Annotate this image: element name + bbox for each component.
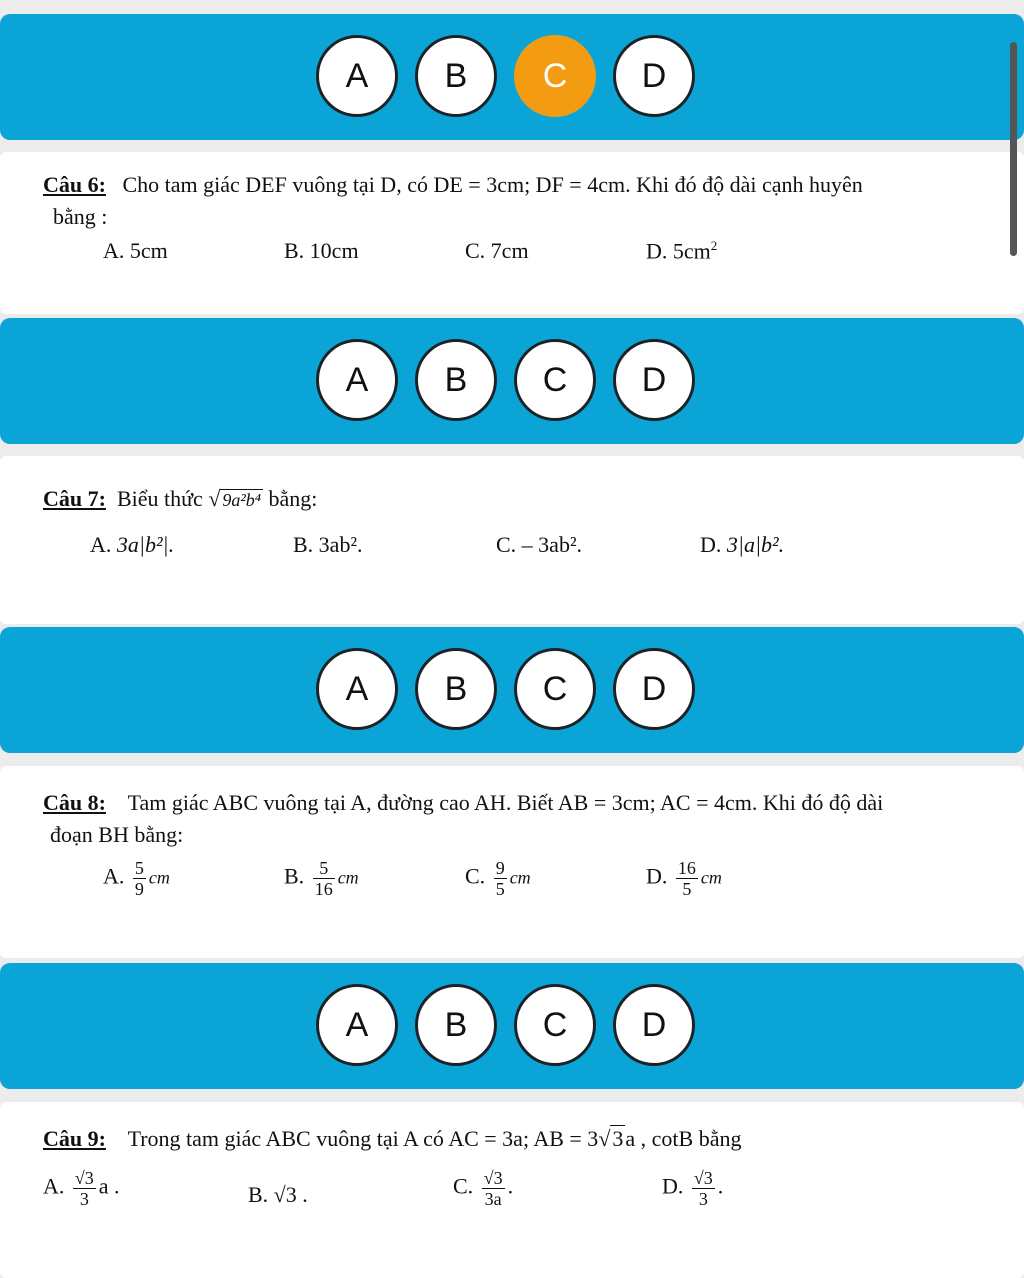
exponent: 2 xyxy=(710,238,718,253)
option-b: B. √3 . xyxy=(248,1182,308,1207)
question-label: Câu 6: xyxy=(43,172,106,197)
answer-bar-1 xyxy=(0,14,1024,140)
question-text: Tam giác ABC vuông tại A, đường cao AH. Biết AB = 3cm; AC = 4cm. Khi đó độ dài xyxy=(127,790,884,815)
fraction xyxy=(676,858,698,899)
answer-button-a[interactable]: A xyxy=(316,35,398,117)
sqrt-symbol: √ xyxy=(598,1126,611,1151)
scrollbar[interactable] xyxy=(1010,42,1017,256)
answer-button-c[interactable]: C xyxy=(514,648,596,730)
question-8-line2: đoạn BH bằng: xyxy=(50,822,184,847)
option-d xyxy=(646,858,722,899)
answer-button-c-selected[interactable]: C xyxy=(514,35,596,117)
numerator: 5 xyxy=(313,858,335,879)
option-c xyxy=(453,1168,513,1209)
answer-bar-4 xyxy=(0,963,1024,1089)
option-prefix: C. xyxy=(453,1173,474,1199)
unit: cm xyxy=(148,867,170,888)
option-value: 5cm xyxy=(672,238,711,264)
question-card-7 xyxy=(0,456,1024,624)
option-d xyxy=(646,238,717,264)
unit: cm xyxy=(700,867,722,888)
question-9-line1 xyxy=(43,1126,741,1152)
answer-button-a[interactable]: A xyxy=(316,648,398,730)
question-text-after: bằng: xyxy=(268,486,318,511)
answer-bar-3 xyxy=(0,627,1024,753)
question-6-line2: bằng : xyxy=(53,204,108,229)
option-prefix: A. xyxy=(103,863,125,889)
option-a xyxy=(90,532,174,558)
question-text: Trong tam giác ABC vuông tại A có AC = 3a; AB = 3 xyxy=(127,1126,599,1151)
question-8-line1 xyxy=(43,790,883,816)
fraction xyxy=(482,1168,505,1209)
question-card-9 xyxy=(0,1102,1024,1278)
unit: cm xyxy=(509,867,531,888)
option-value: 3a|b²|. xyxy=(116,532,175,557)
option-c xyxy=(465,858,531,899)
option-c: C. – 3ab². xyxy=(496,532,583,557)
option-prefix: D. xyxy=(662,1173,684,1199)
option-b: B. 10cm xyxy=(284,238,359,263)
answer-button-d[interactable]: D xyxy=(613,648,695,730)
question-text: Biểu thức xyxy=(116,486,203,511)
option-a xyxy=(43,1168,120,1209)
numerator: √3 xyxy=(693,1168,713,1188)
radicand: 9a²b⁴ xyxy=(222,490,262,510)
option-tail: . xyxy=(507,1173,514,1199)
option-a xyxy=(103,858,170,899)
denominator: 3a xyxy=(484,1189,502,1209)
answer-button-d[interactable]: D xyxy=(613,35,695,117)
question-card-8 xyxy=(0,766,1024,958)
answer-button-d[interactable]: D xyxy=(613,984,695,1066)
question-7-line1 xyxy=(43,486,317,512)
answer-button-b[interactable]: B xyxy=(415,984,497,1066)
answer-button-c[interactable]: C xyxy=(514,984,596,1066)
denominator: 5 xyxy=(495,879,505,899)
answer-button-c[interactable]: C xyxy=(514,339,596,421)
option-d xyxy=(700,532,784,558)
option-prefix: D. xyxy=(646,238,668,264)
numerator: 16 xyxy=(677,858,696,878)
denominator: 9 xyxy=(134,879,144,899)
question-label: Câu 8: xyxy=(43,790,106,815)
answer-bar-2 xyxy=(0,318,1024,444)
answer-button-b[interactable]: B xyxy=(415,339,497,421)
radicand: 3 xyxy=(612,1126,624,1151)
denominator: 3 xyxy=(698,1189,708,1209)
denominator: 16 xyxy=(314,879,333,899)
fraction xyxy=(313,858,335,899)
unit: cm xyxy=(337,867,359,888)
question-text-post: a , cotB bằng xyxy=(625,1126,742,1151)
option-tail: a . xyxy=(98,1173,120,1199)
option-b xyxy=(284,858,359,899)
fraction xyxy=(692,1168,715,1209)
option-d xyxy=(662,1168,723,1209)
option-prefix: A. xyxy=(43,1173,65,1199)
numerator: 9 xyxy=(495,858,505,878)
question-label: Câu 9: xyxy=(43,1126,106,1151)
numerator: √3 xyxy=(74,1168,94,1188)
question-card-6 xyxy=(0,152,1024,314)
option-value: 3|a|b². xyxy=(726,532,785,557)
option-c: C. 7cm xyxy=(465,238,529,263)
fraction xyxy=(494,858,507,899)
question-label: Câu 7: xyxy=(43,486,106,511)
option-tail: . xyxy=(717,1173,724,1199)
numerator: 5 xyxy=(134,858,144,878)
option-prefix: D. xyxy=(646,863,668,889)
fraction xyxy=(73,1168,96,1209)
answer-button-a[interactable]: A xyxy=(316,984,398,1066)
numerator: √3 xyxy=(483,1168,503,1188)
option-prefix: A. xyxy=(90,532,112,557)
answer-button-b[interactable]: B xyxy=(415,648,497,730)
answer-button-a[interactable]: A xyxy=(316,339,398,421)
denominator: 3 xyxy=(79,1189,89,1209)
fraction xyxy=(133,858,146,899)
question-6-line1 xyxy=(43,172,863,198)
option-a: A. 5cm xyxy=(103,238,168,263)
denominator: 5 xyxy=(682,879,692,899)
answer-button-b[interactable]: B xyxy=(415,35,497,117)
option-prefix: D. xyxy=(700,532,722,557)
sqrt-symbol: √ xyxy=(208,486,221,511)
option-prefix: C. xyxy=(465,863,486,889)
question-text: Cho tam giác DEF vuông tại D, có DE = 3cm; DF = 4cm. Khi đó độ dài cạnh huyên xyxy=(122,172,863,197)
option-b: B. 3ab². xyxy=(293,532,363,557)
answer-button-d[interactable]: D xyxy=(613,339,695,421)
option-prefix: B. xyxy=(284,863,305,889)
